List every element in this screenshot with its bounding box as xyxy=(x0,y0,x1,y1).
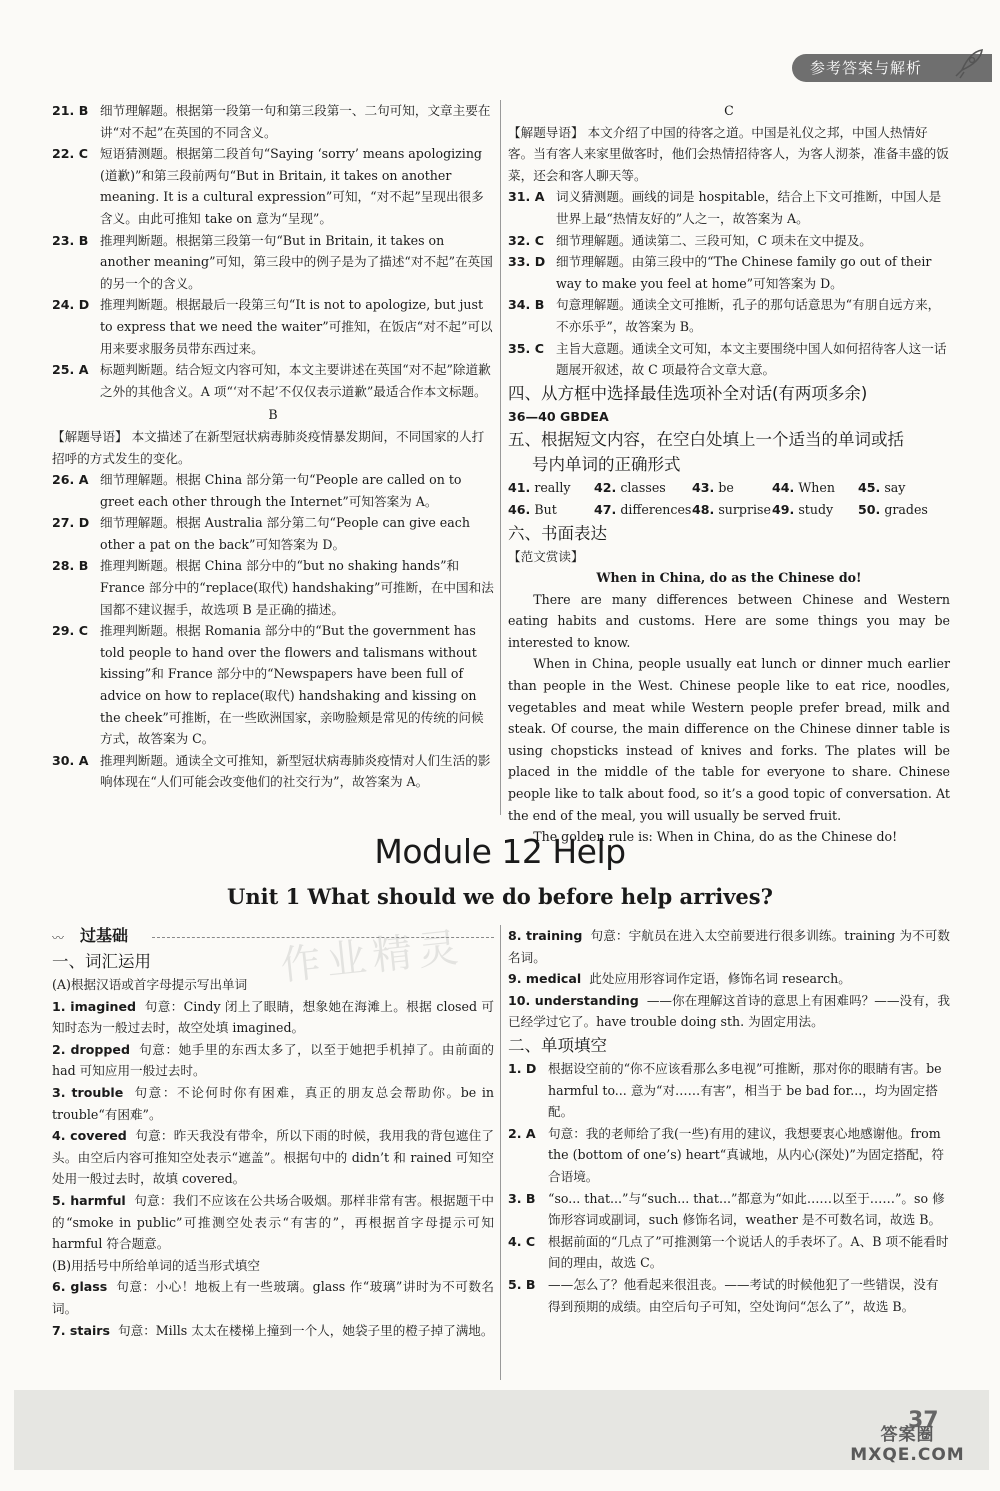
sample-tag: 【范文赏读】 xyxy=(508,548,584,564)
answer-number: 6. glass xyxy=(52,1279,108,1295)
fill-word: surprise xyxy=(718,501,771,517)
answer-item xyxy=(508,968,950,990)
answer-list-c xyxy=(508,186,950,380)
rocket-icon xyxy=(950,48,984,82)
right-column-bottom xyxy=(508,925,950,1317)
answer-item xyxy=(508,925,950,968)
answer-text: 推理判断题。通读全文可推知，新型冠状病毒肺炎疫情对人们生活的影响体现在“人们可能会改变他们的社交行为”，故答案为 A。 xyxy=(100,752,491,790)
answer-item xyxy=(508,338,950,381)
answer-number: 3. trouble xyxy=(52,1084,124,1100)
vocab-list-c xyxy=(508,925,950,1033)
essay-paragraph-1: There are many differences between Chinese and Western eating habits and customs. Here are some things you may be interested to know. xyxy=(508,591,950,650)
answer-number: 1. imagined xyxy=(52,998,137,1014)
essay-title: When in China, do as the Chinese do! xyxy=(596,570,862,586)
answer-number: 5. harmful xyxy=(52,1192,126,1208)
answer-item xyxy=(52,100,494,143)
answer-number: 10. understanding xyxy=(508,992,639,1008)
module-title: Module 12 Help xyxy=(374,832,626,871)
section-5-answers xyxy=(508,477,950,520)
vocab-part-a: (A)根据汉语或首字母提示写出单词 xyxy=(52,977,248,992)
fill-answer xyxy=(692,477,772,499)
answer-number: 29. C xyxy=(52,623,88,639)
answer-text: 句意理解题。通读全文可推断，孔子的那句话意思为“有朋自远方来，不亦乐乎”，故答案为 B。 xyxy=(556,297,941,334)
choice-list xyxy=(508,1058,950,1317)
passage-letter-c: C xyxy=(724,103,734,118)
answer-item xyxy=(52,469,494,512)
fill-number: 44. xyxy=(772,480,795,496)
fill-answer xyxy=(594,477,692,499)
answer-item xyxy=(508,1123,950,1188)
answer-number: 34. B xyxy=(508,297,545,313)
answer-item xyxy=(508,990,950,1033)
fill-number: 47. xyxy=(594,501,617,517)
answer-text: 标题判断题。结合短文内容可知，本文主要讲述在英国“对不起”除道歉之外的其他含义。A 项“‘对不起’不仅仅表示道歉”最适合作本文标题。 xyxy=(100,362,491,399)
answer-item xyxy=(52,230,494,295)
answer-text: 词义猜测题。画线的词是 hospitable，结合上下文可推断，中国人是世界上最“热情友好的”人之一，故答案为 A。 xyxy=(556,189,942,226)
answer-text: 短语猜测题。根据第二段首句“Saying ‘sorry’ means apologizing (道歉)”和第三段前两句“But in Britain, it takes on another meaning. It is a cultural expression”可知，“对不起”呈现出很多含义。由此可推知 take on 意为“呈现”。 xyxy=(100,146,484,226)
answer-item xyxy=(508,1274,950,1317)
answer-text: 句意：她手里的东西太多了，以至于她把手机掉了。由前面的 had 可知应用一般过去时。 xyxy=(52,1041,494,1079)
answer-number: 24. D xyxy=(52,297,90,313)
answer-item xyxy=(52,294,494,359)
fill-number: 50. xyxy=(858,501,881,517)
answer-number: 32. C xyxy=(508,232,544,248)
answer-item xyxy=(508,294,950,337)
stamp-watermark: 作业精灵 xyxy=(278,924,467,990)
answer-text: 句意：不论何时你有困难，真正的朋友总会帮助你。be in trouble“有困难”。 xyxy=(52,1084,494,1122)
vocab-list-b xyxy=(52,1276,494,1341)
answer-text: 细节理解题。根据第一段第一句和第三段第一、二句可知，文章主要在讲“对不起”在英国的不同含义。 xyxy=(100,103,491,140)
fill-word: study xyxy=(798,501,834,517)
answer-item xyxy=(52,1320,494,1342)
fill-answer xyxy=(594,499,692,521)
answer-item xyxy=(508,251,950,294)
answer-item xyxy=(52,996,494,1039)
answer-text: 细节理解题。根据 China 部分第一句“People are called on to greet each other through the Internet”可知答案为 A。 xyxy=(100,472,462,509)
answer-item xyxy=(52,620,494,750)
answer-text: ——你在理解这首诗的意思上有困难吗？——没有，我已经学过它了。have trouble doing sth. 为固定用法。 xyxy=(508,992,950,1030)
fill-number: 43. xyxy=(692,480,715,496)
section-6-title: 六、书面表达 xyxy=(508,523,607,543)
answer-item xyxy=(508,1231,950,1274)
answer-text: 句意：小心！地板上有一些玻璃。glass 作“玻璃”讲时为不可数名词。 xyxy=(52,1279,495,1316)
answer-text: 句意：宇航员在进入太空前要进行很多训练。training 为不可数名词。 xyxy=(508,928,950,965)
fill-answer xyxy=(858,477,938,499)
fill-answer xyxy=(772,499,858,521)
answer-list-b xyxy=(52,469,494,793)
section-tab: 参考答案与解析 xyxy=(792,54,992,82)
answer-number: 33. D xyxy=(508,254,546,270)
answer-text: “so... that...”与“such... that...”都意为“如此……以至于……”。so 修饰形容词或副词，such 修饰名词，weather 是不可数名词，故选 B。 xyxy=(548,1190,945,1228)
answer-item xyxy=(52,1125,494,1190)
passage-letter-b: B xyxy=(268,407,278,423)
answer-number: 1. D xyxy=(508,1060,537,1076)
fill-word: say xyxy=(884,480,906,496)
answer-list-a xyxy=(52,100,494,402)
answer-text: 细节理解题。由第三段中的“The Chinese family go out of their way to make you feel at home”可知答案为 D。 xyxy=(556,254,932,291)
answer-number: 4. C xyxy=(508,1233,536,1249)
answer-item xyxy=(52,555,494,620)
answer-item xyxy=(52,1039,494,1082)
fill-number: 46. xyxy=(508,501,531,517)
answer-text: 句意：Mills 太太在楼梯上撞到一个人，她袋子里的橙子掉了满地。 xyxy=(118,1322,494,1338)
answer-text: ——怎么了？他看起来很沮丧。——考试的时候他犯了一些错误，没有得到预期的成绩。由空后句子可知，空处询问“怎么了”，故选 B。 xyxy=(548,1276,939,1314)
answer-item xyxy=(52,1190,494,1255)
fill-number: 41. xyxy=(508,480,531,496)
fill-answer xyxy=(692,499,772,521)
answer-number: 23. B xyxy=(52,232,89,248)
answer-item xyxy=(508,230,950,252)
fill-answer xyxy=(508,477,594,499)
answer-item xyxy=(508,1058,950,1123)
answer-number: 4. covered xyxy=(52,1128,127,1144)
answer-text: 根据设空前的“你不应该看那么多电视”可推断，那对你的眼睛有害。be harmful to... 意为“对……有害”，相当于 be bad for...，均为固定搭配。 xyxy=(548,1060,942,1120)
answer-text: 此处应用形容词作定语，修饰名词 research。 xyxy=(589,971,851,987)
answer-item xyxy=(52,750,494,793)
answer-item xyxy=(52,512,494,555)
decor-icon: 〰 xyxy=(52,931,65,945)
fill-word: differences xyxy=(620,501,692,517)
answer-item xyxy=(508,1188,950,1231)
fill-word: be xyxy=(718,480,734,496)
column-divider xyxy=(500,100,501,815)
answer-item xyxy=(52,359,494,402)
answer-text: 推理判断题。根据最后一段第三句“It is not to apologize, but just to express that we need the waiter”可推知，在饭店“对不起”可以用来要求服务员带东西过来。 xyxy=(100,297,493,356)
answer-text: 细节理解题。通读第二、三段可知，C 项未在文中提及。 xyxy=(556,232,872,248)
answer-number: 8. training xyxy=(508,928,583,943)
fill-number: 42. xyxy=(594,480,617,496)
answer-text: 推理判断题。根据第三段第一句“But in Britain, it takes on another meaning”可知，第三段中的例子是为了描述“对不起”在英国的另一个的含义。 xyxy=(100,232,493,291)
answer-number: 30. A xyxy=(52,752,89,768)
fill-word: But xyxy=(534,501,557,517)
answer-number: 2. dropped xyxy=(52,1041,130,1057)
fill-word: really xyxy=(534,480,571,496)
fill-number: 48. xyxy=(692,501,715,517)
fill-answer xyxy=(858,499,938,521)
answer-number: 25. A xyxy=(52,362,89,378)
answer-item xyxy=(52,1082,494,1125)
basics-label: 过基础 xyxy=(80,926,129,945)
site-watermark: 答案圈 MXQE.COM xyxy=(850,1425,965,1465)
essay-paragraph-2: When in China, people usually eat lunch or dinner much earlier than people in the West. Chinese people like to eat rice, noodles, vegetables and meat while Western people prefer bread, milk and steak. Of course, the main difference on the Chinese dinner table is using chopsticks instead of knives and forks. The plates will be placed in the middle of the table for everyone to share. Chinese people like to talk about food, so it’s a good topic of conversation. At the end of the meal, you will usually be served fruit. xyxy=(508,656,950,823)
vocab-title: 一、词汇运用 xyxy=(52,952,151,971)
answer-number: 28. B xyxy=(52,558,89,574)
vocab-part-b: (B)用括号中所给单词的适当形式填空 xyxy=(52,1257,260,1273)
answer-number: 22. C xyxy=(52,146,88,162)
column-divider-bottom xyxy=(500,925,501,1380)
answer-number: 31. A xyxy=(508,189,545,205)
fill-answer xyxy=(772,477,858,499)
page-number: 37 xyxy=(908,1408,939,1433)
fill-word: When xyxy=(798,480,835,496)
answer-text: 句意：Cindy 闭上了眼睛，想象她在海滩上。根据 closed 可知时态为一般过去时，故空处填 imagined。 xyxy=(52,998,494,1036)
answer-item xyxy=(52,143,494,229)
unit-title: Unit 1 What should we do before help arrives? xyxy=(227,884,773,909)
answer-number: 5. B xyxy=(508,1276,536,1292)
section-4-title: 四、从方框中选择最佳选项补全对话(有两项多余) xyxy=(508,383,868,403)
answer-text: 句意：我的老师给了我(一些)有用的建议，我想要衷心地感谢他。from the (bottom of one’s) heart“真诚地，从内心(深处)”为固定搭配，符合语境。 xyxy=(548,1125,944,1184)
fill-word: classes xyxy=(620,480,666,496)
section-4-answer: 36—40 GBDEA xyxy=(508,408,609,424)
answer-text: 细节理解题。根据 Australia 部分第二句“People can give each other a pat on the back”可知答案为 D。 xyxy=(100,515,470,552)
answer-number: 2. A xyxy=(508,1125,536,1141)
answer-item xyxy=(52,1276,494,1319)
fill-word: grades xyxy=(884,501,928,517)
answer-text: 推理判断题。根据 Romania 部分中的“But the government has told people to hand over the flowers and talismans without kissing”和 France 部分中的“Newspapers have been full of advice on how to replace(取代) handshaking and kissing on the cheek”可推断，在一些欧洲国家，亲吻脸颊是常见的传统的问候方式，故答案为 C。 xyxy=(100,623,484,747)
answer-number: 9. medical xyxy=(508,971,582,987)
passage-guide-c: 【解题导语】 本文介绍了中国的待客之道。中国是礼仪之邦，中国人热情好客。当有客人来家里做客时，他们会热情招待客人，为客人沏茶，准备丰盛的饭菜，还会和客人聊天等。 xyxy=(508,124,949,183)
answer-number: 26. A xyxy=(52,472,89,488)
answer-text: 根据前面的“几点了”可推测第一个说话人的手表坏了。A、B 项不能看时间的理由，故选 C。 xyxy=(548,1233,949,1271)
choice-title: 二、单项填空 xyxy=(508,1035,607,1055)
left-column-bottom xyxy=(52,925,494,1341)
right-column-top xyxy=(508,100,950,848)
answer-item xyxy=(508,186,950,229)
answer-number: 27. D xyxy=(52,515,90,531)
fill-number: 49. xyxy=(772,501,795,517)
section-5-title-line1: 五、根据短文内容，在空白处填上一个适当的单词或括 xyxy=(508,430,904,450)
section-5-title-line2: 号内单词的正确形式 xyxy=(532,455,681,475)
answer-number: 7. stairs xyxy=(52,1322,110,1338)
answer-number: 3. B xyxy=(508,1190,536,1206)
answer-number: 21. B xyxy=(52,103,89,118)
fill-answer xyxy=(508,499,594,521)
fill-number: 45. xyxy=(858,480,881,496)
answer-text: 句意：昨天我没有带伞，所以下雨的时候，我用我的背包遮住了头。由空后内容可推知空处表示“遮盖”。根据句中的 didn’t 和 rained 可知空处用一般过去时，故填 covered。 xyxy=(52,1128,494,1187)
answer-text: 句意：我们不应该在公共场合吸烟。那样非常有害。根据题干中的“smoke in public”可推测空处表示“有害的”，再根据首字母提示可知 harmful 符合题意。 xyxy=(52,1192,494,1252)
answer-number: 35. C xyxy=(508,340,544,356)
vocab-list-a xyxy=(52,996,494,1255)
passage-guide-b: 【解题导语】 本文描述了在新型冠状病毒肺炎疫情暴发期间，不同国家的人打招呼的方式发生的变化。 xyxy=(52,428,485,466)
answer-text: 主旨大意题。通读全文可知，本文主要围绕中国人如何招待客人这一话题展开叙述，故 C 项最符合文章大意。 xyxy=(556,340,947,378)
answer-text: 推理判断题。根据 China 部分中的“but no shaking hands”和 France 部分中的“replace(取代) handshaking”可推断，在中国和法国都不建议握手，故选项 B 是正确的描述。 xyxy=(100,558,494,617)
left-column-top xyxy=(52,100,494,793)
essay-paragraph-3: The golden rule is: When in China, do as the Chinese do! xyxy=(533,829,898,845)
